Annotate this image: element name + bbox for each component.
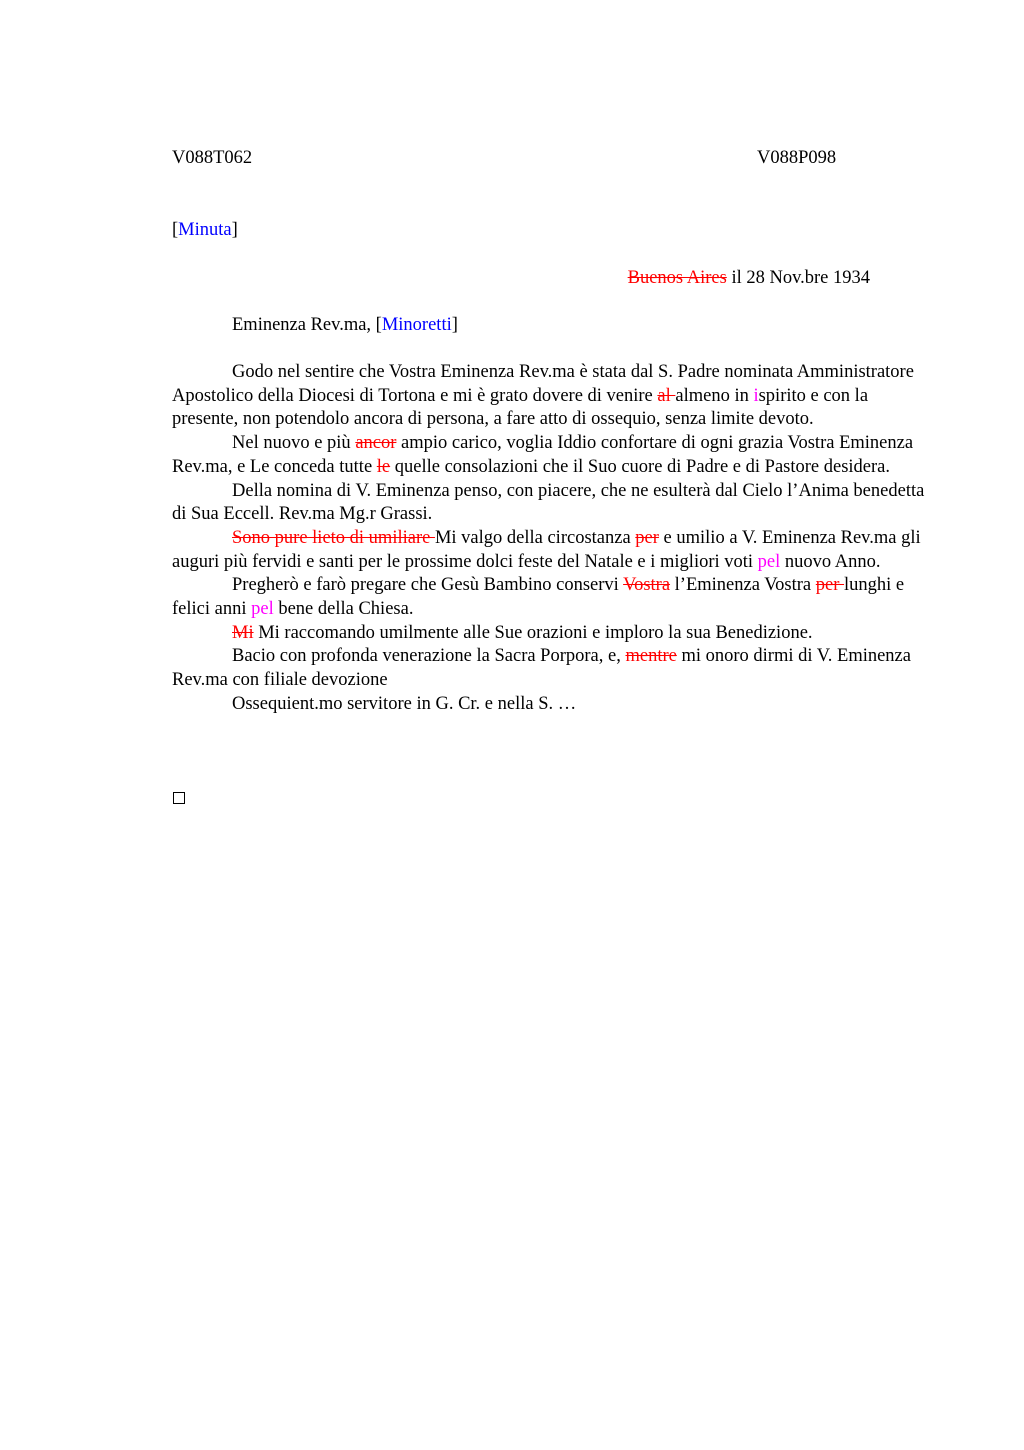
deleted-text: mentre [625,646,677,667]
text-run: Mi valgo della circostanza [434,527,636,548]
date-line [628,266,870,290]
deleted-text: al [657,385,676,406]
bracket-close: ] [451,315,458,335]
text-run: Ossequient.mo servitore in G. Cr. e nella S. … [232,693,577,714]
text-run: Godo nel sentire che Vostra Eminenza Rev.ma è stata dal S. Padre nominata Amministratore Apostolico della Diocesi di Tortona e mi è grato dovere di venire [172,362,914,406]
deleted-text: Sono pure lieto di umiliare [232,527,435,548]
deleted-text: per [635,527,659,548]
paragraph-1 [172,361,932,432]
paragraph-3 [172,480,932,527]
date-text: il 28 Nov.bre 1934 [726,268,870,288]
text-run: Mi raccomando umilmente alle Sue orazioni e imploro la sua Benedizione. [253,622,813,643]
text-run: bene della Chiesa. [273,599,414,620]
text-run: Della nomina di V. Eminenza penso, con piacere, che ne esulterà dal Cielo l’Anima benedetta di Sua Eccell. Rev.ma Mg.r Grassi. [172,480,925,525]
deleted-text: Mi [232,622,254,643]
inserted-text: i [753,385,759,406]
paragraph-7 [172,645,932,692]
text-run: mi onoro dirmi di V. Eminenza Rev.ma con filiale devozione [172,646,911,691]
salutation-text: Eminenza Rev.ma, [232,315,376,335]
minuta-label [172,218,238,242]
paragraph-5 [172,574,932,621]
text-run: Pregherò e farò pregare che Gesù Bambino conservi [232,575,624,596]
text-run: lunghi e felici anni [172,575,905,620]
text-run: e umilio a V. Eminenza Rev.ma gli auguri più fervidi e santi per le prossime dolci feste del Natale e i migliori voti [172,527,921,572]
paragraph-4 [172,527,932,574]
inserted-text: pel [757,551,781,572]
end-marker-box-icon [173,792,185,804]
doc-code-left: V088T062 [172,148,253,168]
deleted-text: le [376,456,391,477]
bracket-open: [ [375,315,382,335]
deleted-text: per [815,575,845,596]
text-run: almeno in [675,385,754,406]
paragraph-8 [172,693,932,717]
text-run: Nel nuovo e più [232,433,356,454]
text-run: spirito e con la presente, non potendolo ancora di persona, a fare atto di ossequio, senza limite devoto. [172,385,869,430]
text-run: quelle consolazioni che il Suo cuore di Padre e di Pastore desidera. [390,456,891,477]
paragraph-2 [172,432,932,479]
salutation [232,313,458,337]
text-run: ampio carico, voglia Iddio confortare di ogni grazia Vostra Eminenza Rev.ma, e Le conceda tutte [172,433,914,477]
letter-body [172,361,932,717]
bracket-close: ] [231,220,238,240]
deleted-place: Buenos Aires [627,268,727,288]
deleted-text: ancor [355,433,397,454]
bracket-open: [ [172,220,179,240]
doc-code-right: V088P098 [757,148,837,168]
inserted-text: pel [251,599,274,620]
text-run: l’Eminenza Vostra [670,575,816,596]
minuta-text: Minuta [178,220,232,240]
paragraph-6 [172,622,932,646]
text-run: Bacio con profonda venerazione la Sacra Porpora, e, [232,646,626,667]
deleted-text: Vostra [623,575,671,596]
addressee-name: Minoretti [381,315,452,335]
text-run: nuovo Anno. [780,551,881,572]
